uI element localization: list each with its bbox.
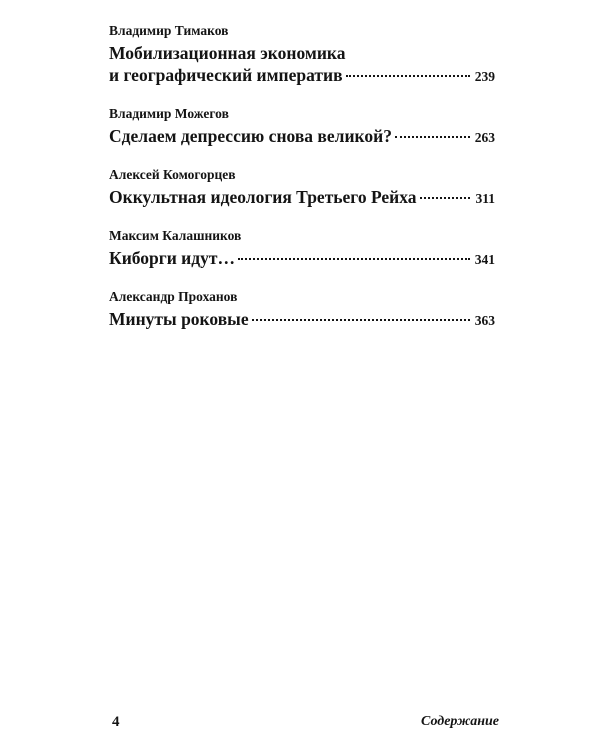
- toc-title: Оккультная идеология Третьего Рейха: [109, 187, 417, 207]
- toc-entry: [109, 288, 495, 332]
- toc-entry: [109, 166, 495, 210]
- toc-author: Владимир Тимаков: [109, 23, 229, 38]
- toc-entry: [109, 227, 495, 271]
- toc-page-number: 239: [474, 69, 495, 84]
- toc-author: Алексей Комогорцев: [109, 167, 236, 182]
- toc-author: Максим Калашников: [109, 228, 242, 243]
- toc-title-line: Мобилизационная экономика: [109, 43, 346, 63]
- toc-title-row: [109, 247, 495, 271]
- toc-page-number: 263: [474, 130, 495, 145]
- toc-title: Минуты роковые: [109, 309, 249, 329]
- toc-title-row: [109, 186, 495, 210]
- toc-title-row: [109, 125, 495, 149]
- table-of-contents: [109, 22, 495, 349]
- toc-entry: [109, 105, 495, 149]
- dot-leader: [395, 136, 470, 138]
- toc-page-number: 363: [474, 313, 495, 328]
- footer-page-number: 4: [112, 714, 120, 730]
- dot-leader: [238, 258, 470, 260]
- toc-page-number: 341: [474, 252, 495, 267]
- toc-author: Владимир Можегов: [109, 106, 229, 121]
- toc-title: Киборги идут…: [109, 248, 235, 268]
- dot-leader: [420, 197, 471, 199]
- footer-section-title: Содержание: [421, 714, 499, 729]
- toc-title-row: [109, 64, 495, 88]
- toc-page-number: 311: [475, 191, 495, 206]
- toc-title: и географический императив: [109, 65, 343, 85]
- toc-title-row: [109, 308, 495, 332]
- dot-leader: [252, 319, 470, 321]
- toc-title: Сделаем депрессию снова великой?: [109, 126, 392, 146]
- dot-leader: [346, 75, 470, 77]
- toc-entry: [109, 22, 495, 88]
- toc-author: Александр Проханов: [109, 289, 238, 304]
